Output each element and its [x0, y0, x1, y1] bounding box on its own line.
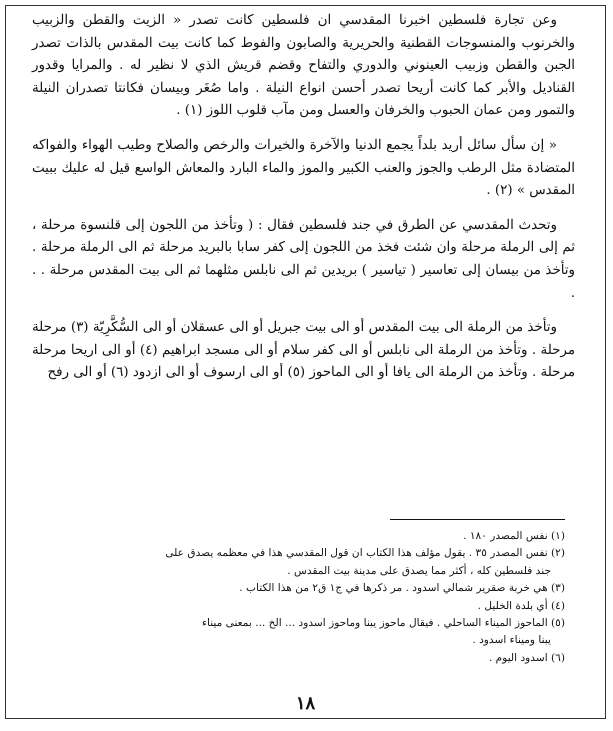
footnotes: [76, 528, 565, 667]
footnote-divider: [390, 519, 565, 520]
document-page: [5, 5, 606, 719]
page-number: ١٨: [295, 693, 316, 714]
footnote-6: (٦) اسدود اليوم .: [488, 651, 565, 664]
footnote-5: (٥) الماحوز الميناء الساحلي . فيقال ماحوز يبنا وماحوز اسدود ... الخ ... بمعنى ميناء: [201, 617, 565, 630]
footnote-3: (٣) هي خربة صقرير شمالي اسدود . مر ذكرها في ج١ ق٢ من هذا الكتاب .: [239, 582, 565, 595]
footnote-2-continuation: جند فلسطين كله ، أكثر مما يصدق على مدينة بيت المقدس .: [287, 564, 551, 577]
paragraph-trade: وعن تجارة فلسطين اخبرنا المقدسي ان فلسطين كانت تصدر « الزيت والقطن والزبيب والخرنوب والمنسوجات القطنية والحريرية والصابون والفوط كما كانت بيت المقدس بالذات تصدر الجبن والقطن وزبيب العينوني والدوري والتفاح وقضم قريش الذي لا نظير له . والمرايا وقدور القناديل والأبر كما كانت أريحا تصدر أحسن انواع النيلة . واما صُغَر وبيسان فكانتا تصدران النيلة والتمور ومن عمان الحبوب والخرفان والعسل ومن مآب قلوب اللوز (١) .: [32, 13, 575, 119]
footnote-2: (٢) نفس المصدر ٣٥ . يقول مؤلف هذا الكتاب ان قول المقدسي هذا في معظمه يصدق على: [165, 547, 565, 560]
paragraph-roads: وتحدث المقدسي عن الطرق في جند فلسطين فقال : ( وتأخذ من اللجون إلى قلنسوة مرحلة ، ثم إلى الرملة مرحلة وان شئت فخذ من اللجون إلى كفر سابا بالبريد مرحلة ثم الى الرملة مرحلة . وتأخذ من بيسان إلى تعاسير ( تياسير ) بريدين ثم الى نابلس مثلهما ثم الى بيت المقدس مرحلة . . .: [32, 217, 575, 301]
footnote-4: (٤) أي بلدة الخليل .: [477, 599, 565, 612]
paragraph-quote: « إن سأل سائل أريد بلداً يجمع الدنيا والآخرة والخيرات والرخص والصلاح وطيب الهواء والفواكه المتضادة مثل الرطب والجوز والعنب الكبير والموز والماء البارد والمعاش الواسع قيل له عليك ببيت المقدس » (٢) .: [32, 137, 575, 199]
footnote-5-continuation: يبنا وميناء اسدود .: [472, 634, 551, 647]
footnote-1: (١) نفس المصدر ١٨٠ .: [463, 530, 565, 542]
body-text: [32, 10, 575, 385]
paragraph-stages: وتأخذ من الرملة الى بيت المقدس أو الى بيت جبريل أو الى عسقلان أو الى السُّكَّرِيّة (٣) مرحلة مرحلة . وتأخذ من الرملة الى نابلس أو الى كفر سلام أو الى مسجد ابراهيم (٤) أو الى اريحا مرحلة مرحلة . وتأخذ من الرملة الى يافا أو الى الماحوز (٥) أو الى ارسوف أو الى ازدود (٦) أو الى رفح: [32, 320, 575, 381]
